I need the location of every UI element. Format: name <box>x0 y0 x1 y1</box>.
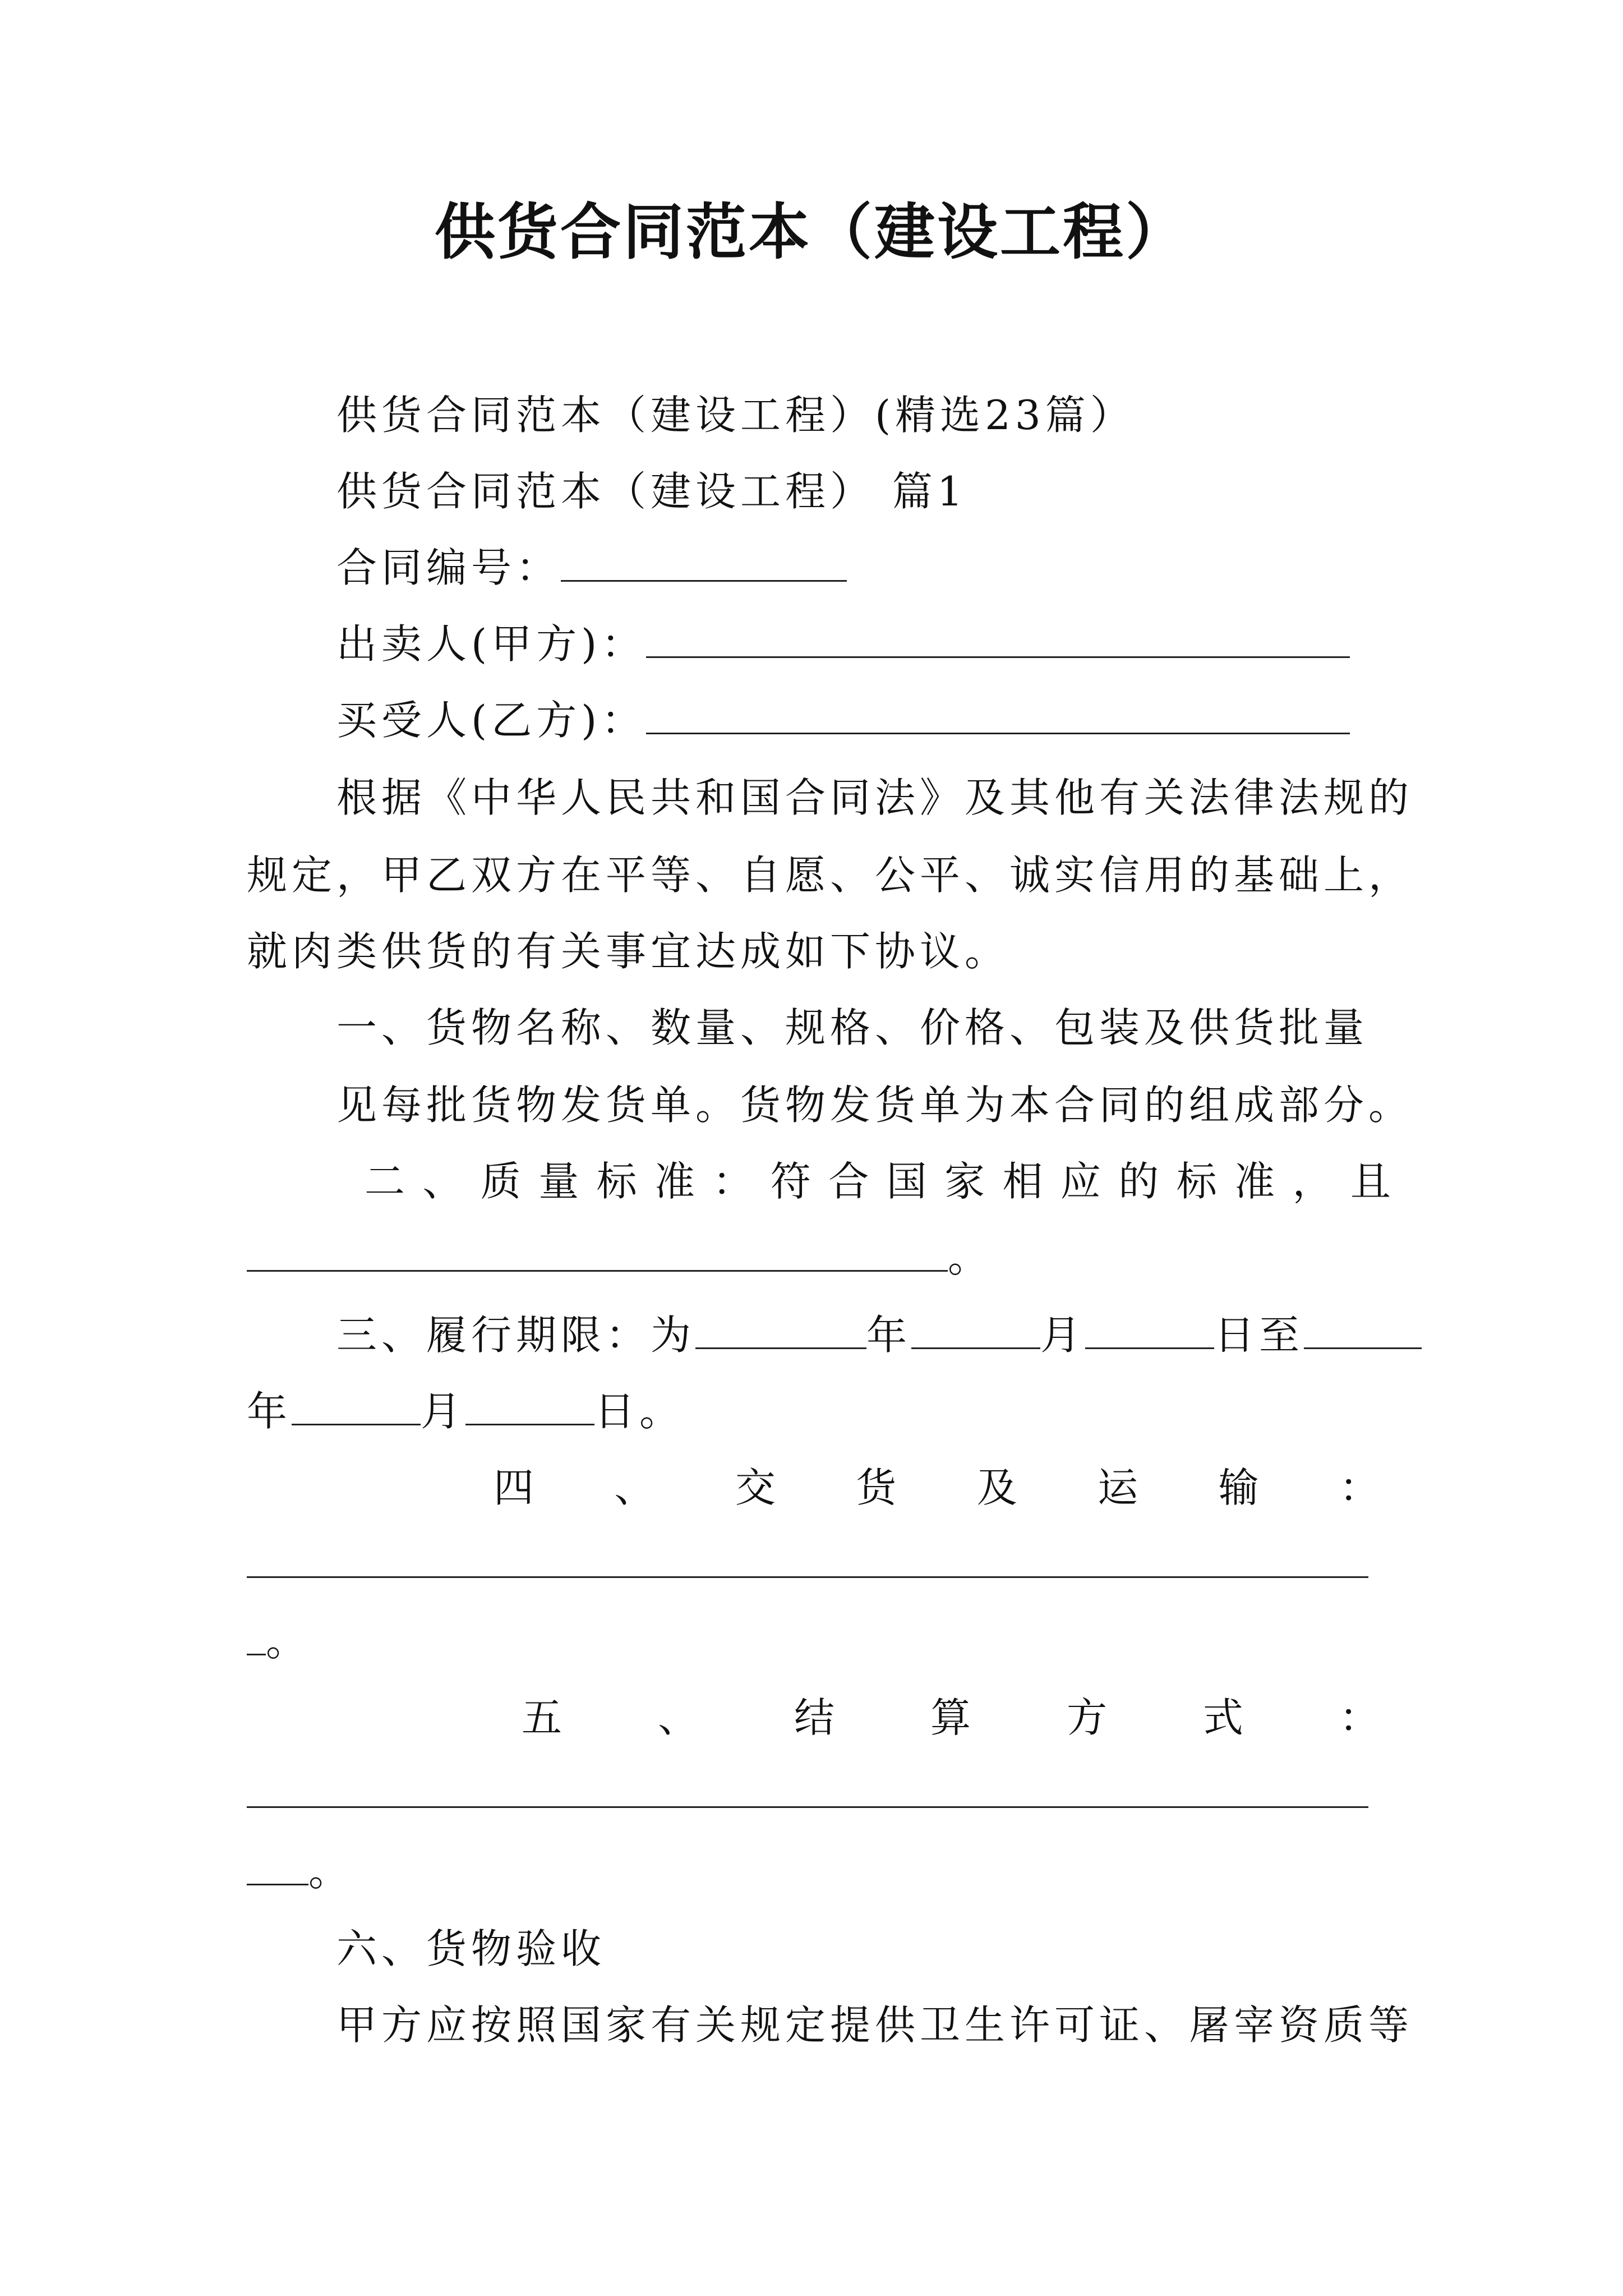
period: 。 <box>266 1618 311 1665</box>
year-label: 年 <box>247 1388 292 1435</box>
end-year-blank <box>1304 1313 1422 1349</box>
section-4-heading <box>494 1460 1380 1516</box>
section-2-heading <box>365 1153 1391 1209</box>
section-5-heading <box>522 1690 1380 1746</box>
s2-char: 质 <box>480 1158 521 1205</box>
term-label: 三、履行期限：为 <box>336 1312 696 1359</box>
s2-char: ， <box>1292 1158 1333 1205</box>
s5-char: 方 <box>1066 1694 1107 1741</box>
buyer-line <box>336 692 1350 748</box>
start-day-blank <box>1085 1313 1214 1349</box>
s5-char: 算 <box>930 1694 971 1741</box>
section-4-continuation <box>247 1613 311 1669</box>
s2-char: 符 <box>770 1158 811 1205</box>
quality-blank <box>247 1235 948 1272</box>
s2-char: 二 <box>365 1158 405 1205</box>
month-label: 月 <box>421 1388 466 1435</box>
settlement-blank-line <box>247 1806 1368 1808</box>
chapter-heading: 供货合同范本（建设工程） 篇1 <box>336 468 967 515</box>
contract-number-blank <box>561 545 847 582</box>
seller-line <box>336 616 1350 672</box>
delivery-blank-line <box>247 1576 1368 1578</box>
s2-char: 应 <box>1060 1158 1101 1205</box>
section-2-continuation <box>247 1230 993 1286</box>
s5-char: 结 <box>794 1694 834 1741</box>
s2-char: 合 <box>828 1158 869 1205</box>
s5-char: 五 <box>522 1694 562 1741</box>
buyer-blank <box>646 698 1350 734</box>
document-title: 供货合同范本（建设工程） <box>434 197 1188 268</box>
s2-char: 国 <box>886 1158 927 1205</box>
s2-char: 准 <box>654 1158 695 1205</box>
period: 。 <box>948 1234 993 1281</box>
period: 。 <box>308 1848 354 1895</box>
s2-char: 、 <box>422 1158 463 1205</box>
delivery-blank-tail <box>247 1619 266 1655</box>
month-label: 月 <box>1040 1312 1086 1359</box>
intro-line-1: 根据《中华人民共和国合同法》及其他有关法律法规的 <box>336 774 1414 821</box>
seller-blank <box>646 622 1350 658</box>
contract-number-line <box>336 540 847 596</box>
s4-char: 及 <box>976 1464 1017 1511</box>
s4-char: 、 <box>614 1464 655 1511</box>
s2-char: ： <box>712 1158 753 1205</box>
start-month-blank <box>911 1313 1040 1349</box>
s4-char: 输 <box>1218 1464 1259 1511</box>
buyer-label: 买受人(乙方)： <box>336 697 647 744</box>
contract-number-label: 合同编号： <box>336 544 561 591</box>
s5-char: 式 <box>1202 1694 1243 1741</box>
s4-char: ： <box>1339 1464 1380 1511</box>
s4-char: 货 <box>856 1464 897 1511</box>
settlement-blank-tail <box>247 1849 308 1885</box>
intro-line-2: 规定，甲乙双方在平等、自愿、公平、诚实信用的基础上， <box>247 852 1414 899</box>
year-label: 年 <box>866 1312 912 1359</box>
s4-char: 运 <box>1098 1464 1138 1511</box>
s2-char: 准 <box>1234 1158 1275 1205</box>
s4-char: 四 <box>494 1464 534 1511</box>
s5-char: 、 <box>657 1694 698 1741</box>
s2-char: 且 <box>1350 1158 1391 1205</box>
section-6-body: 甲方应按照国家有关规定提供卫生许可证、屠宰资质等 <box>336 2001 1414 2049</box>
s2-char: 家 <box>944 1158 985 1205</box>
section-1-body: 见每批货物发货单。货物发货单为本合同的组成部分。 <box>336 1082 1414 1129</box>
document-subtitle: 供货合同范本（建设工程）(精选23篇） <box>336 392 1135 439</box>
section-6-heading: 六、货物验收 <box>336 1925 606 1972</box>
s5-char: ： <box>1339 1694 1380 1741</box>
section-3-line-2 <box>247 1383 684 1439</box>
s2-char: 标 <box>596 1158 637 1205</box>
s2-char: 的 <box>1118 1158 1159 1205</box>
section-1-heading: 一、货物名称、数量、规格、价格、包装及供货批量 <box>336 1004 1369 1051</box>
s2-char: 相 <box>1002 1158 1043 1205</box>
seller-label: 出卖人(甲方)： <box>336 620 647 668</box>
intro-line-3: 就肉类供货的有关事宜达成如下协议。 <box>247 928 1010 975</box>
day-label: 日。 <box>594 1388 685 1435</box>
end-month-blank <box>292 1389 421 1425</box>
end-day-blank <box>465 1389 594 1425</box>
s4-char: 交 <box>735 1464 776 1511</box>
section-5-continuation <box>247 1843 353 1899</box>
section-3-line-1 <box>336 1307 1422 1363</box>
s2-char: 量 <box>538 1158 579 1205</box>
s2-char: 标 <box>1176 1158 1217 1205</box>
start-year-blank <box>695 1313 866 1349</box>
day-to-label: 日至 <box>1214 1312 1304 1359</box>
